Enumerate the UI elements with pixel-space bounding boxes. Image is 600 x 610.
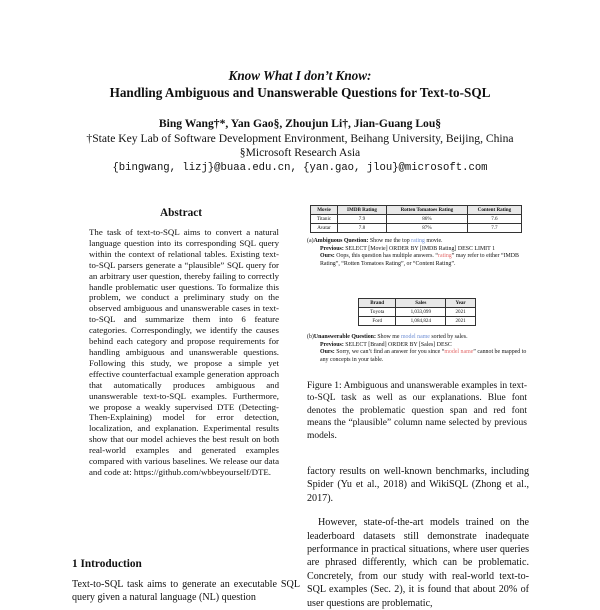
table-header-cell: Brand	[359, 299, 396, 308]
problem-span: rating	[411, 238, 425, 244]
table-row	[359, 308, 476, 317]
ours-explanation: Ours: Sorry, we can’t find an answer for you since “model name” cannot be mapped to any concepts in your table.	[320, 349, 527, 363]
table-header-row	[359, 299, 476, 308]
example-ambiguous	[307, 238, 527, 268]
author-list: Bing Wang†*, Yan Gao§, Zhoujun Li†, Jian-Guang Lou§	[158, 117, 442, 130]
plausible-span: rating	[438, 253, 452, 260]
table-header-cell: Movie	[311, 206, 338, 215]
sales-table	[358, 298, 476, 326]
table-cell: 1,084,824	[396, 317, 446, 326]
table-cell: 7.9	[338, 215, 387, 224]
paragraph: factory results on well-known benchmarks, including Spider (Yu et al., 2018) and WikiSQL (Zhong et al., 2017).	[307, 466, 529, 504]
paper-title-line1: Know What I don’t Know:	[228, 68, 372, 83]
table-cell: Toyota	[359, 308, 396, 317]
ours-explanation: Ours: Oops, this question has multiple answers. “rating” may refer to either “IMDB Rating”, “Rotten Tomatoes Rating”, or “Content Rating”.	[320, 253, 519, 267]
table-row	[311, 215, 522, 224]
table-row	[359, 317, 476, 326]
table-header-cell: Sales	[396, 299, 446, 308]
table-cell: Avatar	[311, 224, 338, 233]
table-cell: 87%	[386, 224, 467, 233]
plausible-span: model name	[444, 349, 474, 356]
table-cell: 7.8	[338, 224, 387, 233]
intro-heading: 1 Introduction	[72, 558, 142, 570]
right-column-text	[307, 465, 529, 610]
table-cell: 1,033,099	[396, 308, 446, 317]
example-unanswerable	[307, 334, 527, 364]
abstract-text: The task of text-to-SQL aims to convert a natural language question into its corresponding SQL query within the context of relational tables. Existing text-to-SQL parsers generate a “plausible” SQL query for an arbitrary user question, thereby failing to correctly handle problematic user questions. To formalize this problem, we conduct a preliminary study on the observed ambiguous and unanswerable cases in text-to-SQL and summarize them into 6 feature categories. Correspondingly, we identify the causes behind each category and propose requirements for handling ambiguous and unanswerable questions. Following this study, we propose a simple yet effective counterfactual example generation approach that automatically produces ambiguous and unanswerable text-to-SQL examples. Furthermore, we propose a weakly supervised DTE (Detecting-Then-Explaining) model for error detection, localization, and explanation. Experimental results show that our model achieves the best result on both real-world examples and generated examples compared with various baselines. We release our data and code at: https://github.com/wbbeyourself/DTE.	[89, 227, 279, 477]
intro-text: Text-to-SQL task aims to generate an executable SQL query given a natural language (NL) question	[72, 579, 300, 604]
previous-sql: Previous: SELECT [Movie] ORDER BY [IMDB Rating] DESC LIMIT 1	[320, 245, 496, 252]
table-header-cell: IMDB Rating	[338, 206, 387, 215]
table-cell: Titanic	[311, 215, 338, 224]
table-cell: 2021	[446, 317, 476, 326]
table-cell: 86%	[386, 215, 467, 224]
table-cell: 2021	[446, 308, 476, 317]
affiliation-msra: §Microsoft Research Asia	[239, 146, 361, 159]
previous-sql: Previous: SELECT [Brand] ORDER BY [Sales] DESC	[320, 341, 452, 348]
ambiguous-question-line: (a)Ambiguous Question: Show me the top rating movie.	[307, 238, 443, 244]
movie-table	[310, 205, 522, 233]
table-cell: 7.7	[467, 224, 521, 233]
abstract-heading: Abstract	[159, 207, 203, 219]
problem-span: model name	[400, 334, 430, 340]
table-header-cell: Rotten Tomatoes Rating	[386, 206, 467, 215]
table-header-row	[311, 206, 522, 215]
table-header-cell: Content Rating	[467, 206, 521, 215]
author-emails: {bingwang, lizj}@buaa.edu.cn, {yan.gao, jlou}@microsoft.com	[112, 162, 488, 174]
table-cell: Ford	[359, 317, 396, 326]
table-cell: 7.6	[467, 215, 521, 224]
unanswerable-question-line: (b)Unanswerable Question: Show me model name sorted by sales.	[307, 334, 468, 340]
table-header-cell: Year	[446, 299, 476, 308]
affiliation-beihang: †State Key Lab of Software Development Environment, Beihang University, Beijing, China	[86, 132, 514, 145]
paragraph: However, state-of-the-art models trained on the leaderboard datasets still demonstrate inadequate performance in practical situations, where user queries are phrased differently, which can be problematic. Concretely, from our study with real-world text-to-SQL examples (Sec. 2), it is found that about 20% of user questions are problematic,	[307, 517, 529, 609]
figure-caption: Figure 1: Ambiguous and unanswerable examples in text-to-SQL task as well as our explanations. Blue font denotes the problematic question span and red font means the “plausible” column name selected by previous models.	[307, 381, 527, 441]
paper-title-line2: Handling Ambiguous and Unanswerable Questions for Text-to-SQL	[109, 85, 491, 100]
table-row	[311, 224, 522, 233]
